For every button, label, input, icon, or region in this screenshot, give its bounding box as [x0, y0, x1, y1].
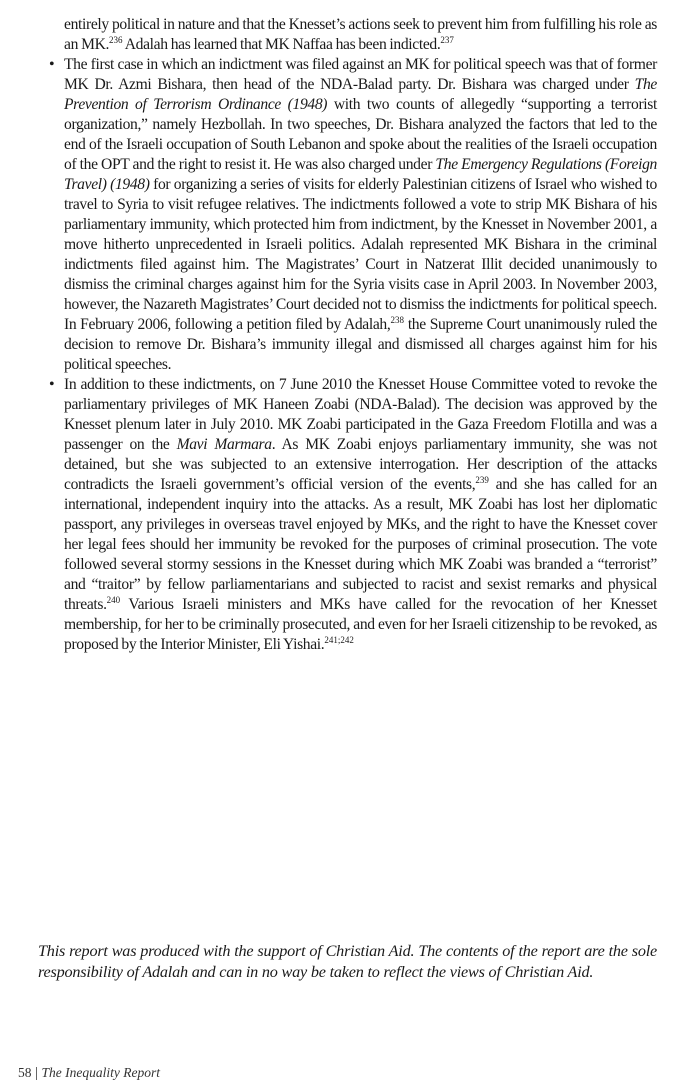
support-note: This report was produced with the support of Christian Aid. The contents of the report are the sole responsibility of Adalah and can in no way be taken to reflect the views of Christian Aid.: [38, 942, 657, 981]
footer-divider: [36, 1067, 37, 1080]
main-text: [49, 15, 658, 655]
text-run: Adalah has learned that MK Naffaa has been indicted.: [122, 36, 441, 53]
bullet-icon: •: [49, 376, 55, 393]
text-run: The first case in which an indictment was filed against an MK for political speech was that of former MK Dr. Azmi Bishara, then head of the NDA-Balad party. Dr. Bishara was charged under: [64, 56, 657, 93]
footnote-ref: 237: [440, 35, 454, 45]
text-run: entirely political in nature and that the Knesset’s actions seek to prevent him from fulfilling his role as an MK.: [64, 16, 657, 53]
report-title: The Inequality Report: [41, 1065, 160, 1080]
footnote-ref: 240: [106, 595, 121, 605]
law-title: The Prevention of Terrorism Ordinance (1948): [64, 76, 657, 113]
footnote-ref: 238: [390, 315, 404, 325]
footnote-ref: 241;242: [324, 635, 354, 645]
page-number: 58: [18, 1065, 32, 1080]
bullet-icon: •: [49, 56, 55, 73]
text-run: for organizing a series of visits for elderly Palestinian citizens of Israel who wished to travel to Syria to visit refugee relatives. The indictments followed a vote to strip MK Bishara of his parliamentary immunity, which protected him from indictment, by the Knesset in November 2001, a move hitherto unprecedented in Israeli politics. Adalah represented MK Bishara in the criminal indictments filed against him. The Magistrates’ Court in Natzerat Illit decided unanimously to dismiss the criminal charges against him for the Syria visits case in April 2003. In November 2003, however, the Nazareth Magistrates’ Court decided not to dismiss the indictments for political speech. In February 2006, following a petition filed by Adalah,: [64, 176, 657, 333]
footnote-ref: 239: [475, 475, 489, 485]
text-run: the Supreme Court unanimously ruled the decision to remove Dr. Bishara’s immunity illegal and dismissed all charges against him for his political speeches.: [64, 316, 657, 373]
footnote-ref: 236: [109, 35, 123, 45]
law-title: The Emergency Regulations (Foreign Travel) (1948): [64, 156, 658, 193]
text-run: . As MK Zoabi enjoys parliamentary immunity, she was not detained, but she was subjected to an extensive interrogation. Her description of the attacks contradicts the Israeli government’s official version of the events,: [64, 436, 657, 493]
page-footer: [18, 1065, 160, 1081]
text-run: and she has called for an international, independent inquiry into the attacks. As a result, MK Zoabi has lost her diplomatic passport, any privileges in overseas travel enjoyed by MKs, and the right to have the Knesset cover her legal fees should her immunity be revoked for the purposes of criminal prosecution. The vote followed several stormy sessions in the Knesset during which MK Zoabi was branded a “terrorist” and “traitor” by fellow parliamentarians and subjected to racist and sexist remarks and physical threats.: [64, 476, 657, 613]
continuation-paragraph: [64, 15, 657, 55]
text-run: Various Israeli ministers and MKs have called for the revocation of her Knesset membership, for her to be criminally prosecuted, and even for her Israeli citizenship to be revoked, as proposed by the Interior Minister, Eli Yishai.: [64, 596, 657, 653]
text-run: In addition to these indictments, on 7 June 2010 the Knesset House Committee voted to revoke the parliamentary privileges of MK Haneen Zoabi (NDA-Balad). The decision was approved by the Knesset plenum later in July 2010. MK Zoabi participated in the Gaza Freedom Flotilla and was a passenger on the: [64, 376, 657, 453]
bullet-item-zoabi: [49, 375, 657, 655]
text-run: with two counts of allegedly “supporting a terrorist organization,” namely Hezbollah. In two speeches, Dr. Bishara analyzed the factors that led to the end of the Israeli occupation of South Lebanon and spoke about the realities of the Israeli occupation of the OPT and the right to resist it. He was also charged under: [64, 96, 657, 173]
bullet-item-bishara: [49, 55, 658, 375]
ship-name: Mavi Marmara: [176, 436, 272, 453]
